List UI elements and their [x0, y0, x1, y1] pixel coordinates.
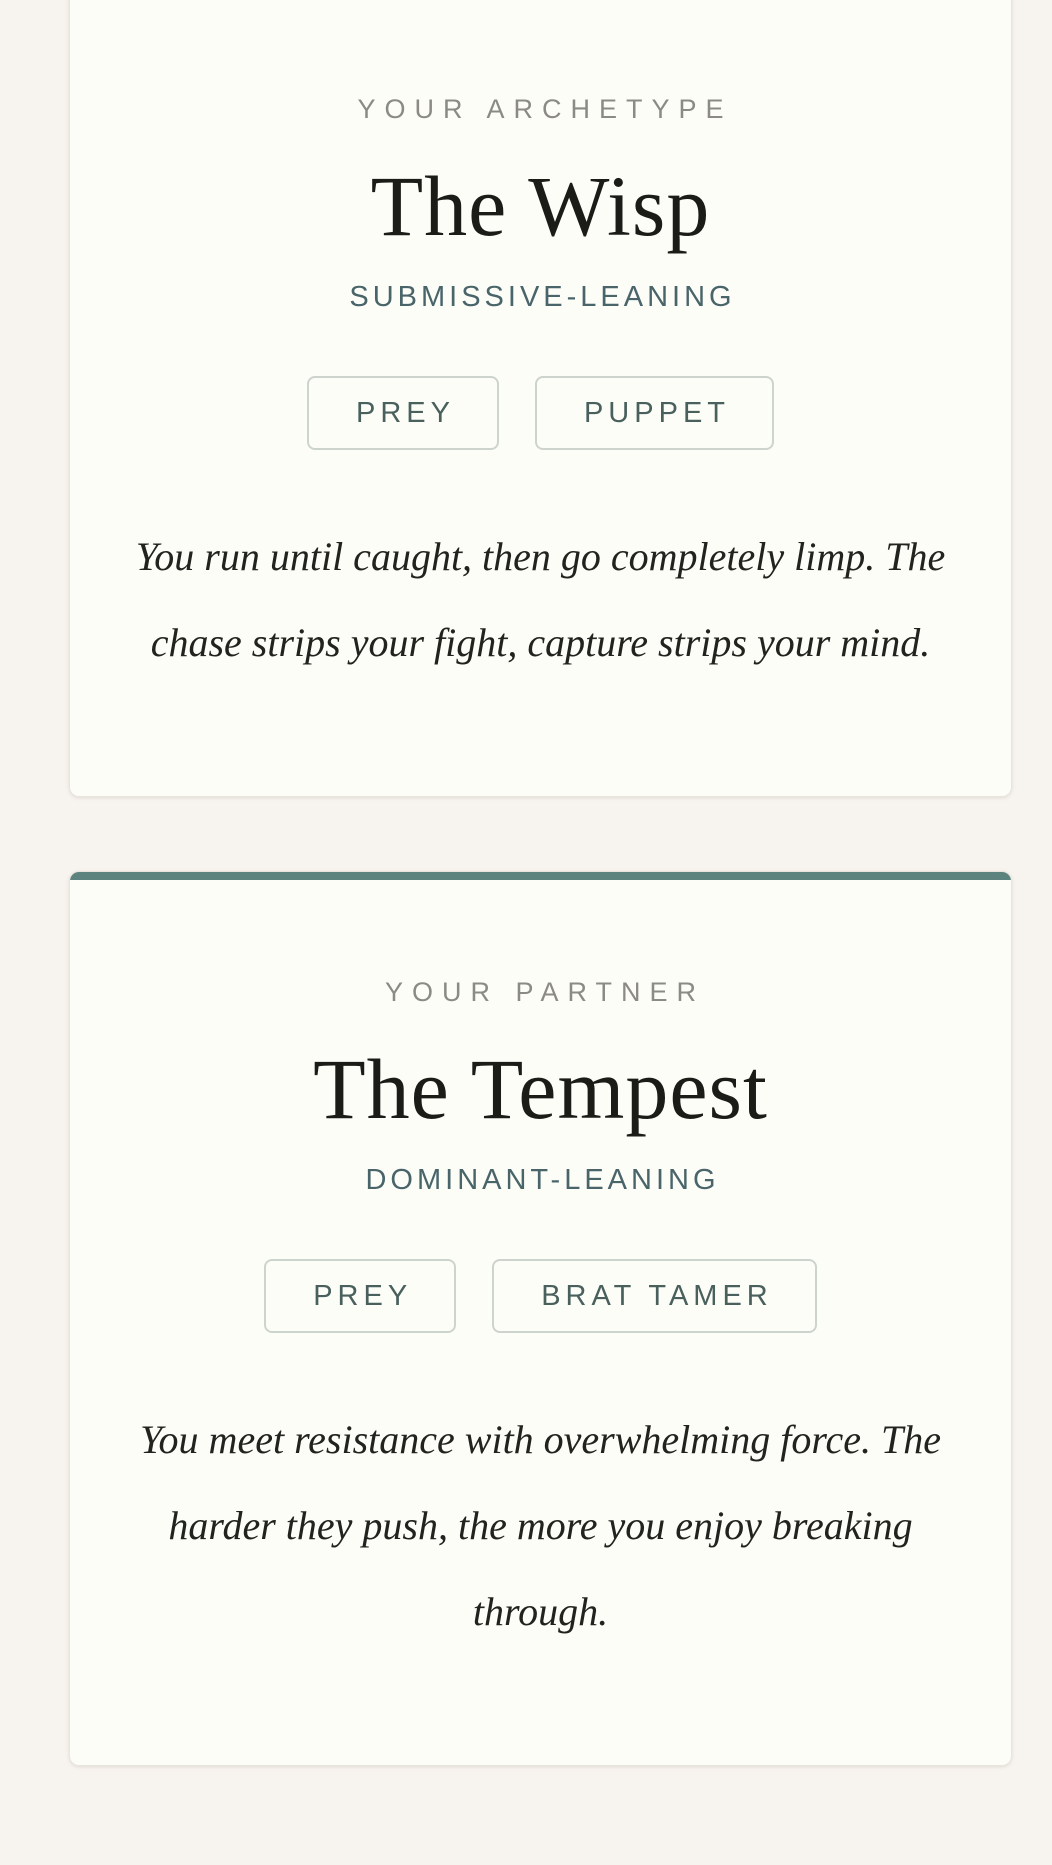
partner-description: You meet resistance with overwhelming force. The harder they push, the more you enjoy breaking through. — [139, 1417, 941, 1634]
your-partner-card — [69, 871, 1012, 1766]
eyebrow-label: YOUR PARTNER — [384, 977, 706, 1007]
archetype-name: The Wisp — [370, 158, 711, 254]
archetype-description: You run until caught, then go completely limp. The chase strips your fight, capture strips your mind. — [135, 534, 946, 665]
trait-tag: BRAT TAMER — [492, 1259, 817, 1333]
leaning-label: DOMINANT-LEANING — [365, 1164, 720, 1196]
trait-tag: PREY — [307, 376, 499, 450]
trait-tag: PUPPET — [535, 376, 774, 450]
results-column — [69, 0, 1012, 1766]
partner-archetype-name: The Tempest — [313, 1041, 768, 1137]
trait-tag-row — [264, 1259, 817, 1333]
trait-tag: PREY — [264, 1259, 456, 1333]
trait-tag-row — [307, 376, 774, 450]
card-content — [70, 0, 1011, 796]
card-content — [70, 880, 1011, 1765]
card-accent-bar — [70, 872, 1011, 880]
leaning-label: SUBMISSIVE-LEANING — [349, 281, 736, 313]
your-archetype-card — [69, 0, 1012, 797]
eyebrow-label: YOUR ARCHETYPE — [357, 94, 733, 124]
